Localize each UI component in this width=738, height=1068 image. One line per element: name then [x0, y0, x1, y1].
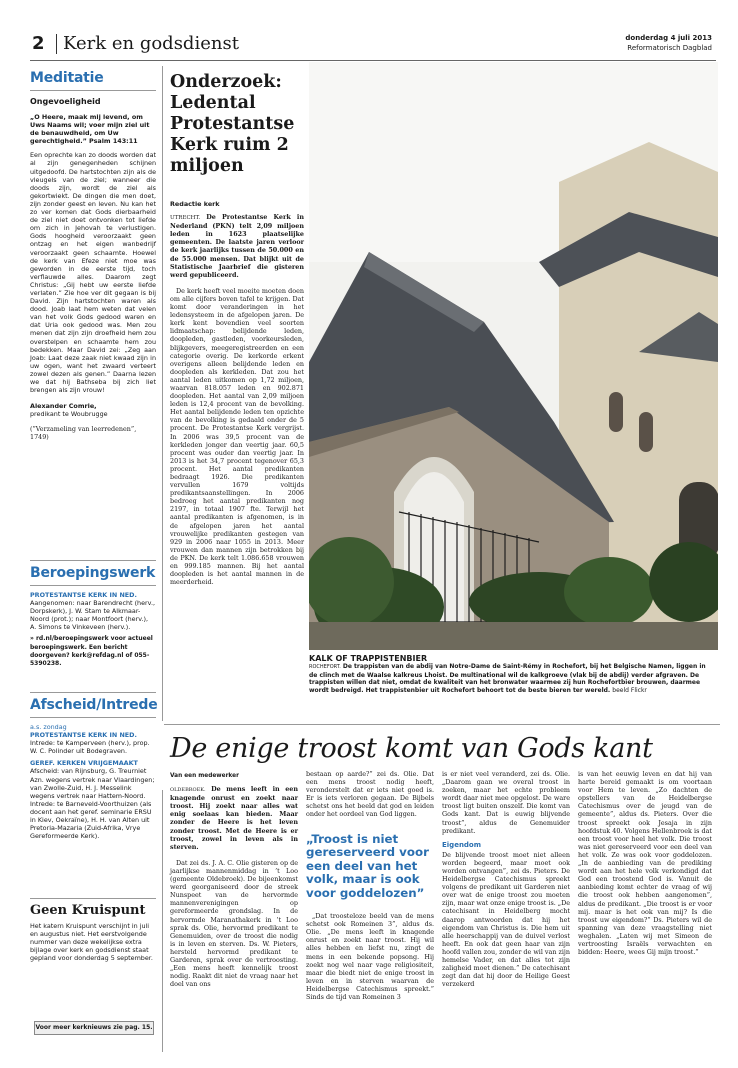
header-rule [30, 60, 716, 61]
divider [30, 560, 156, 561]
troost-dateline: OLDEBROEK. [170, 787, 206, 794]
afscheid-text3: Intrede: te Barneveld-Voorthuizen (als docent aan het geref. seminarie ERSU in Kiev, Oekraïne), H. H. van Alten uit Pretoria-Mazaria (Zuid-Afrika, Vrye Gereformeerde Kerk). [30, 799, 152, 841]
header-date-block [625, 33, 712, 53]
divider [30, 585, 156, 586]
troost-col2-body: „Dat troosteloze beeld van de mens schetst ook Romeinen 3”, aldus ds. Olie. „De mens leeft in knagende onrust en zoekt naar troost. Hij wil alles hebben en liefst nu, zingt de mens in een bekende popsong. Hij zoekt nog wel naar vage religiositeit, maar die biedt niet de enige troost in leven en in sterven waarvan de Heidelbergse Catechismus spreekt.” Sinds de tijd van Romeinen 3 [306, 912, 434, 1001]
kruispunt-text: Het katern Kruispunt verschijnt in juli en augustus niet. Het eerstvolgende nummer van deze wekelijkse extra bijlage over kerk en godsdienst staat gepland voor donderdag 5 september. [30, 922, 153, 963]
troost-headline: De enige troost komt van Gods kant [170, 733, 653, 764]
meditatie-body: Een oprechte kan zo doods worden dat al zijn genegenheden schijnen uitgedoofd. De hartstochten zijn als de vleugels van de ziel; wanneer die doods zijn, wordt de ziel als gekortwiekt. De dingen die men doet, zijn zonder geest en leven. Nu kan het zo ver komen dat Gods dierbaarheid de ziel niet doet ontvonken tot liefde om zich in Jehovah te verlustigen. Gods hoogheid veroorzaakt geen ontzag en het eigen wanbedrijf veroorzaakt geen schaamte. Hoewel de kerk van Efeze niet moe was geworden in de eerste tijd, toch verflauwde alles. Daarom zegt Christus: „Gij hebt uw eerste liefde verlaten.” Zie hoe ver dit gegaan is bij David. Zijn hartstochten waren als dood. Joab laat hem weten dat velen van het volk Gods gedood waren en dat Uria ook gedood was. Men zou menen dat zijn zijn droefheid hem zou overstelpen en schaamte hem zou bedekken. Maar David zei: „Zeg aan Joab: Laat deze zaak niet kwaad zijn in uw ogen, want het zwaard verteert zowel dezen als genen.” Daarna lezen we dat hij Bathseba bij zich liet brengen als zijn vrouw! [30, 151, 156, 395]
onderzoek-article [170, 200, 304, 586]
meditatie-heading: Meditatie [30, 70, 104, 86]
troost-col3 [442, 770, 570, 988]
meditatie-source: (”Verzameling van leerredenen”, 1749) [30, 425, 137, 442]
column-rule [162, 790, 163, 1052]
divider [30, 717, 156, 718]
troost-col4 [578, 770, 712, 956]
header-date: donderdag 4 juli 2013 [625, 34, 712, 42]
caption-credit: beeld Flickr [612, 687, 647, 695]
caption-dateline: ROCHEFORT. [309, 664, 341, 670]
eigendom-subhead: Eigendom [442, 840, 482, 849]
more-news-box[interactable]: Voor meer kerknieuws zie pag. 15. [34, 1021, 154, 1035]
divider [30, 692, 156, 693]
troost-col4-body: is van het eeuwig leven en dat hij van harte bereid gemaakt is om voortaan voor Hem te leven. „Zo dachten de opstellers van de Heidelbergse Catechismus over de jeugd van de gemeente”, aldus ds. Pieters. Over die troost spreekt ook Jesaja in zijn hoofdstuk 40. Volgens Hellenbroek is dat een troost voor heel het volk. Die troost was niet gereserveerd voor een deel van het volk. Ze was ook voor goddelozen. „In de aanbieding van de prediking wordt aan het hele volk verkondigd dat God een troostend God is. Vanuit de aanbieding komt echter de vraag of wij die troost ook hebben aangenomen”, aldus de predikant. „Die troost is er voor mij. maar is het ook van mij? Is die troost uw eigendom?” Ds. Pieters wil de spanning van deze vraagstelling niet weghalen. „Laten wij met Simeon de vertroosting Israëls verwachten en bidden: Heere, wees Gij mijn troost.” [578, 770, 712, 957]
page-number: 2 [32, 33, 45, 54]
photo-caption [309, 654, 714, 695]
abbey-photo-illustration [309, 62, 718, 650]
troost-byline: Van een medewerker [170, 773, 239, 779]
beroeping-link[interactable]: » rd.nl/beroepingswerk voor actueel beroepingswerk. Een bericht doorgeven? kerk@refdag.nl of 055-5390238. [30, 635, 153, 667]
header-paper: Reformatorisch Dagblad [627, 44, 712, 52]
troost-col2-top: bestaan op aarde?” zei ds. Olie. Dat een mens troost nodig heeft, veronderstelt dat er iets niet goed is. Er is iets verloren gegaan. De Bijbels schetst ons het beeld dat god en leiden onder het oordeel van God liggen. [306, 770, 434, 819]
onderzoek-body: De kerk heeft veel moeite moeten doen om alle cijfers boven tafel te krijgen. Dat komt door veranderingen in het ledensysteem in de afgelopen jaren. De kerk kent bovendien veel soorten lidmaatschap: belijdende leden, doopleden, gastleden, voorkeursleden, blijkgevers, meegeregistreerden en een categorie overig. De kerkorde erkent overigens alleen belijdende leden en doopleden als kerkleden. Dat zou het aantal leden uitkomen op 1,72 miljoen, waarvan 818.057 leden en 902.871 doopleden. Het aantal van 2,09 miljoen leden is 12,4 procent van de bevolking. Het aantal belijdende leden ten opzichte van de bevolking is gedaald onder de 5 procent. De Protestantse Kerk vergrijst. In 2006 was 39,5 procent van de kerkleden jonger dan veertig jaar. 60,5 procent was ouder dan veertig jaar. In 2013 is het 34,7 procent tegenover 65,3 procent. Het aantal predikanten bedraagt 1926. Die predikanten vervullen 1679 voltijds predikantsaanstellingen. In 2006 bedroeg het aantal predikanten nog 2197, in totaal 1907 fte. Terwijl het aantal predikanten is afgenomen, is in de afgelopen jaren het aantal vrouwelijke predikanten gestegen van 929 in 2006 naar 1055 in 2013. Meer vrouwen dan mannen zijn betrokken bij de PKN. De kerk telt 1.086.658 vrouwen en 999.185 mannen. Bij het aantal doopleden is het aantal mannen in de meerderheid. [170, 286, 304, 587]
header-divider [56, 34, 57, 54]
afscheid-text1: Intrede: te Kamperveen (herv.), prop. W. C. Polinder uit Bodegraven. [30, 739, 150, 756]
troost-col2 [306, 770, 434, 1001]
afscheid-heading: Afscheid/Intrede [30, 697, 158, 713]
onderzoek-dateline: UTRECHT. [170, 215, 201, 222]
troost-lead: De mens leeft in een knagende onrust en zoekt naar troost. Hij zoekt naar alles wat enig soelaas kan bieden. Maar zonder de Heere is het leven zonder troost. Met de Heere is er troost, zowel in leven als in sterven. [170, 785, 298, 851]
divider [30, 90, 156, 91]
afscheid-text2: Afscheid: van Rijnsburg, G. Treurniet Azn. wegens vertrek naar Vlaardingen; van Zwolle-Zuid, H. J. Messelink wegens vertrek naar Hattem-Noord. [30, 767, 155, 800]
divider [30, 898, 156, 899]
abbey-photo [309, 62, 718, 650]
afscheid-org1: PROTESTANTSE KERK IN NED. [30, 731, 137, 740]
meditatie-section [30, 70, 156, 442]
troost-col3-top: is er niet veel veranderd, zei ds. Olie. „Daarom gaan we overal troost in zoeken, maar het echte probleem wordt daar niet mee opgelost. De ware troost ligt buiten onszelf. Die komt van Gods kant. Dat is euwig blijvende troost”, aldus de Genemuider predikant. [442, 770, 570, 835]
caption-text: De trappisten van de abdij van Notre-Dame de Saint-Rémy in Rochefort, bij het Belgische Namen, liggen in de clinch met de Waalse kalkreus Lhoist. De multinational wil de kalkgroeve (vlak bij de abdij) verder afgraven. De trappisten willen dat niet, omdat de kwaliteit van het bronwater waarmee zij hun Rochefortbier brouwen, daarmee wordt bedreigd. Het trappistenbier uit Rochefort behoort tot de beste bieren ter wereld. [309, 663, 706, 695]
beroeping-text: Aangenomen: naar Barendrecht (herv., Dorpskerk), J. W. Stam te Alkmaar-Noord (prot.); naar Montfoort (herv.), A. Simons te Vinkeveen (herv.). [30, 599, 156, 632]
beroeping-org: PROTESTANTSE KERK IN NED. [30, 591, 137, 599]
afscheid-section [30, 692, 156, 840]
kruispunt-section [30, 898, 156, 962]
onderzoek-byline: Redactie kerk [170, 200, 220, 208]
troost-col3-body: De blijvende troost moet niet alleen worden begeerd, maar moet ook worden ontvangen”, zei ds. Pieters. De Heidelbergse Catechismus spreekt volgens de predikant uit Garderen niet over wat de enige troost zou moeten zijn, maar wat onze enige troost is. „De catechisant in Heidelberg mocht daarop antwoorden dat hij het eigendom van Christus is. Die hem uit alle heerschappij van de duivel verlost heeft. En ook dat geen haar van zijn hoofd vallen zou, zonder de wil van zijn hemelse Vader, en dat alles tot zijn zaligheid moet dienen.” De catechisant zegt dan dat hij door de Heilige Geest verzekerd [442, 850, 571, 989]
troost-col1 [170, 772, 298, 988]
section-title: Kerk en godsdienst [63, 33, 239, 54]
meditatie-author-role: predikant te Woubrugge [30, 410, 108, 419]
onderzoek-headline: Onderzoek: Ledental Protestantse Kerk ruim 2 miljoen [170, 72, 295, 176]
kruispunt-heading: Geen Kruispunt [30, 903, 146, 918]
divider [164, 724, 720, 725]
caption-title: KALK OF TRAPPISTENBIER [309, 654, 428, 663]
beroeping-heading: Beroepingswerk [30, 565, 156, 581]
afscheid-org2: GEREF. KERKEN VRIJGEMAAKT [30, 759, 138, 768]
column-rule [162, 66, 163, 721]
beroeping-section [30, 560, 156, 668]
pull-quote: „Troost is niet gereserveerd voor een deel van het volk, maar is ook voor goddelozen” [306, 831, 429, 900]
afscheid-day: a.s. zondag [30, 723, 67, 731]
troost-col1-body: Dat zei ds. J. A. C. Olie gisteren op de jaarlijkse mannenmiddag in ’t Loo (gemeente Oldebroek). De bijeenkomst werd georganiseerd door de streek Nunspeet van de hervormde mannenverenigingen op gereformeerde grondslag. In de hervormde Maranathakerk in ’t Loo sprak ds. Olie, hervormd predikant te Genemuiden, over de troost die nodig is in leven en sterven. Ds. W. Pieters, hersteld hervormd predikant te Garderen, sprak over de vertroosting. „Een mens heeft kennelijk troost nodig. Raakt dit niet de vraag naar het doel van ons [170, 858, 298, 989]
meditatie-quote: „O Heere, maak mij levend, om Uws Naams wil; voer mijn ziel uit de benauwdheid, om Uw gerechtigheid.” Psalm 143:11 [30, 113, 150, 146]
onderzoek-lead: De Protestantse Kerk in Nederland (PKN) telt 2,09 miljoen leden in 1623 plaatselijke gemeenten. De laatste jaren verloor de kerk jaarlijks tussen de 50.000 en de 55.000 mensen. Dat blijkt uit de Statistische Jaarbrief die gisteren werd gepubliceerd. [170, 213, 304, 279]
meditatie-author: Alexander Comrie, [30, 402, 97, 411]
meditatie-title: Ongevoeligheid [30, 97, 101, 106]
